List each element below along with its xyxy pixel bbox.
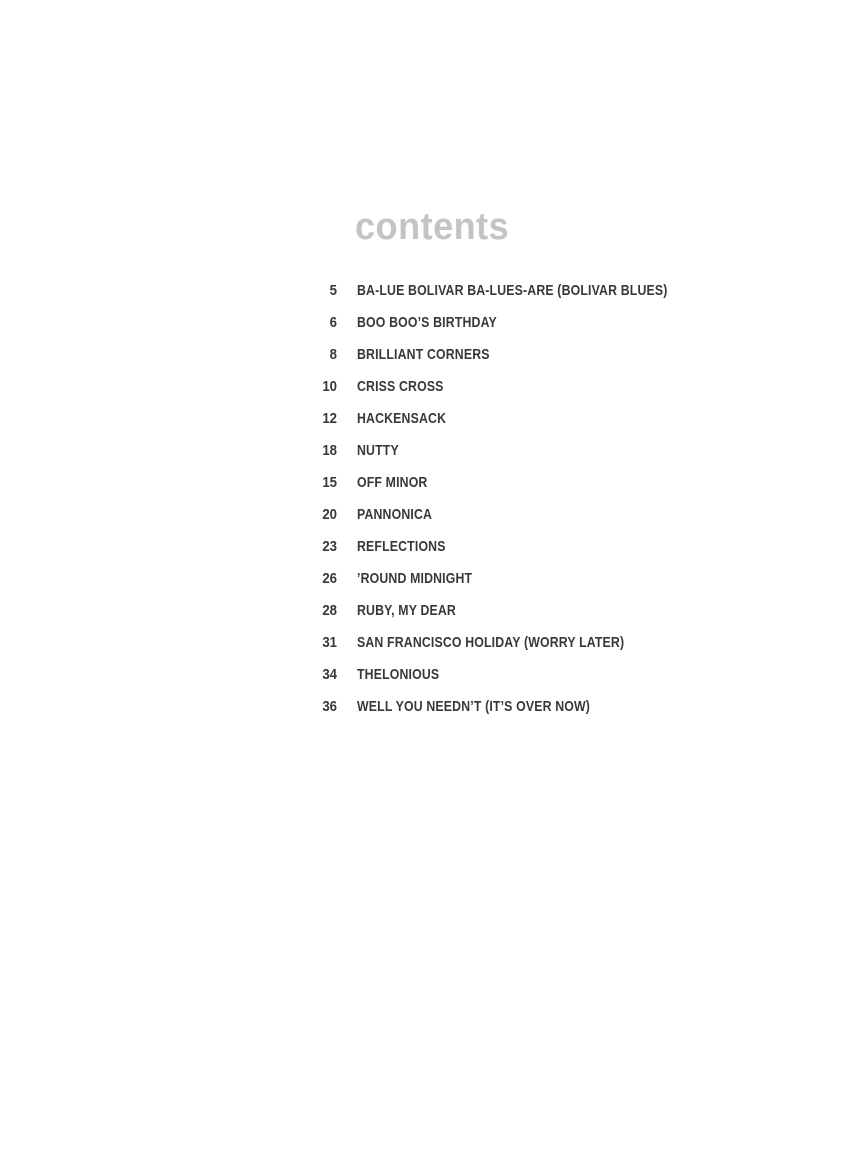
toc-page-number: 31 [322, 633, 337, 651]
toc-entry-title: BOO BOO’S BIRTHDAY [357, 313, 497, 331]
toc-row [0, 402, 864, 434]
toc-row [0, 274, 864, 306]
toc-entry-title: SAN FRANCISCO HOLIDAY (WORRY LATER) [357, 633, 625, 651]
toc-entry-title: BRILLIANT CORNERS [357, 345, 490, 363]
toc-row [0, 690, 864, 722]
toc-row [0, 530, 864, 562]
toc-page-number: 15 [322, 473, 337, 491]
toc-list [0, 274, 864, 722]
toc-row [0, 434, 864, 466]
toc-row [0, 466, 864, 498]
toc-page-number: 23 [322, 537, 337, 555]
toc-page-number: 6 [329, 313, 337, 331]
toc-entry-title: PANNONICA [357, 505, 433, 523]
toc-page-number: 18 [322, 441, 337, 459]
toc-row [0, 594, 864, 626]
toc-entry-title: ’ROUND MIDNIGHT [357, 569, 473, 587]
toc-entry-title: BA-LUE BOLIVAR BA-LUES-ARE (BOLIVAR BLUES) [357, 281, 668, 299]
toc-entry-title: NUTTY [357, 441, 399, 459]
toc-entry-title: THELONIOUS [357, 665, 440, 683]
toc-row [0, 562, 864, 594]
toc-row [0, 306, 864, 338]
toc-page-number: 10 [322, 377, 337, 395]
toc-page-number: 36 [322, 697, 337, 715]
toc-page-number: 8 [329, 345, 337, 363]
toc-page-number: 34 [322, 665, 337, 683]
toc-entry-title: CRISS CROSS [357, 377, 444, 395]
toc-page-number: 5 [329, 281, 337, 299]
toc-page-number: 26 [322, 569, 337, 587]
toc-row [0, 370, 864, 402]
toc-entry-title: REFLECTIONS [357, 537, 446, 555]
toc-row [0, 626, 864, 658]
toc-entry-title: OFF MINOR [357, 473, 428, 491]
toc-entry-title: WELL YOU NEEDN’T (IT’S OVER NOW) [357, 697, 591, 715]
toc-page-number: 28 [322, 601, 337, 619]
toc-row [0, 658, 864, 690]
toc-row [0, 498, 864, 530]
page-title: contents [355, 206, 510, 248]
toc-row [0, 338, 864, 370]
toc-page-number: 20 [322, 505, 337, 523]
toc-entry-title: RUBY, MY DEAR [357, 601, 456, 619]
toc-page-number: 12 [322, 409, 337, 427]
toc-entry-title: HACKENSACK [357, 409, 447, 427]
